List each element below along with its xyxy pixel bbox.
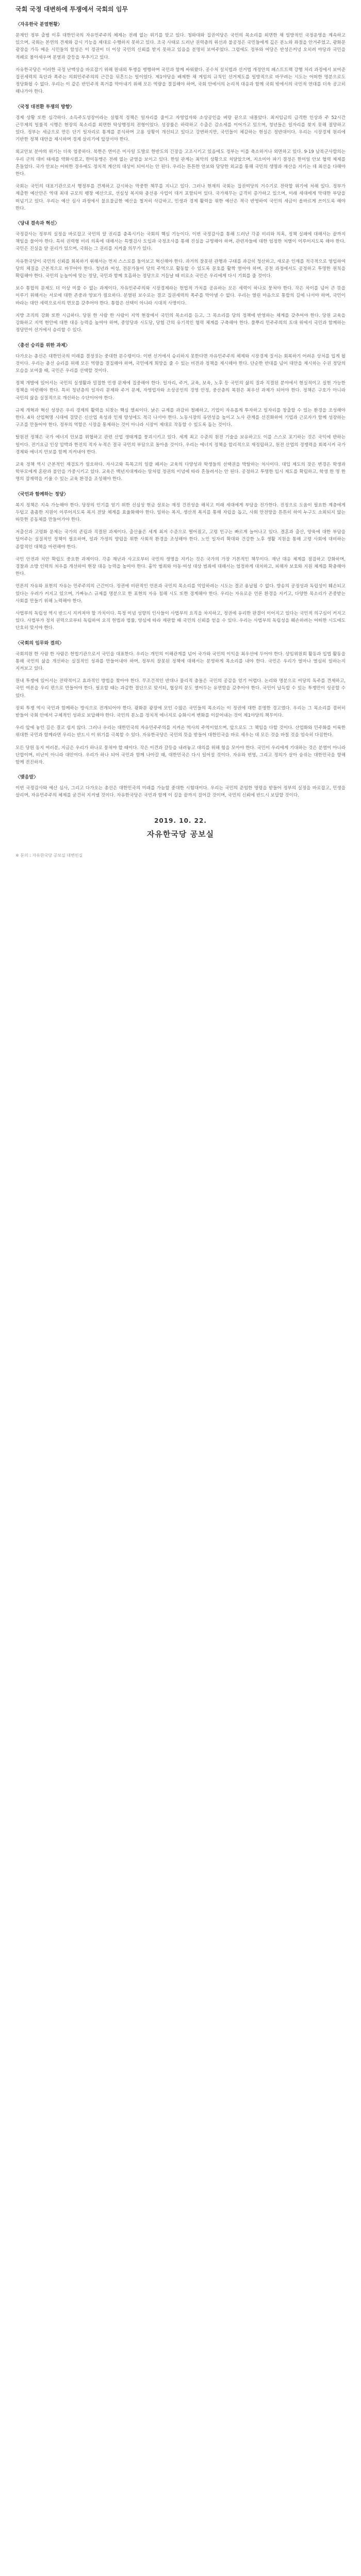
paragraph: 우리 앞에 놓인 길은 결코 쉽지 않다. 그러나 우리는 대한민국의 자유민주주의를 지켜온 역사의 주역이었으며, 앞으로도 그 책임을 다할 것이다. 산업화와 민주화를 이룩한 위대한 국민과 함께라면 우리는 반드시 이 위기를 극복할 수 있다. 자유한국당은 국민의 뜻을 받들어 대한민국을 바로 세우는 데 모든 것을 바칠 것을 엄숙히 다짐한다.: [15, 725, 346, 738]
paragraph: 장외 투쟁 역시 국민과 함께하는 방식으로 전개되어야 한다. 광화문 광장에 모인 수많은 국민들의 목소리는 이 정권에 대한 분명한 경고였다. 우리는 그 목소리를 겸허히 받들어 국회 안에서 구체적인 성과로 보답해야 한다. 국민의 분노를 정치적 에너지로 승화시켜 변화를 이끌어내는 것이 제1야당의 책무이다.: [15, 705, 346, 719]
section-3: [15, 221, 346, 334]
section-2: [15, 104, 346, 212]
paragraph: 원내 투쟁에 있어서는 전략적이고 효과적인 방법을 찾아야 한다. 무조건적인 반대나 물리적 충돌은 국민의 공감을 얻기 어렵다. 논리와 명분으로 여당의 독주를 견제하고, 국민 여론을 우리 편으로 만들어야 한다. 필요할 때는 과감한 결단으로 맞서되, 협상의 문도 열어두는 유연함을 갖추어야 한다. 국민이 납득할 수 있는 투쟁만이 성공할 수 있다.: [15, 679, 346, 699]
paragraph: 모든 당원 동지 여러분, 지금은 우리가 하나로 뭉쳐야 할 때이다. 작은 이견과 갈등을 내려놓고 대의를 위해 힘을 모아야 한다. 국민이 우리에게 기대하는 것은 분열이 아니라 단합이며, 비난이 아니라 대안이다. 우리가 하나 되어 국민과 함께 나아갈 때, 대한민국은 다시 일어설 것이다. 자유와 번영, 그리고 정의가 살아 숨쉬는 대한민국을 향해 함께 전진하자.: [15, 745, 346, 766]
section-6: [15, 640, 346, 767]
paragraph: 자유한국당이 국민의 신뢰를 회복하기 위해서는 먼저 스스로를 돌아보고 혁신해야 한다. 과거의 잘못된 관행과 구태를 과감히 청산하고, 새로운 인재를 적극적으로 영입하여 당의 체질을 근본적으로 바꾸어야 한다. 청년과 여성, 전문가들이 당의 주역으로 활동할 수 있도록 문호를 활짝 열어야 하며, 공천 과정에서도 공정하고 투명한 원칙을 확립해야 한다. 국민의 눈높이에 맞는 정당, 국민과 함께 호흡하는 정당으로 거듭날 때 비로소 국민은 우리에게 다시 기회를 줄 것이다.: [15, 259, 346, 279]
paragraph: 보수 통합의 문제도 더 이상 미룰 수 없는 과제이다. 자유민주주의와 시장경제라는 헌법적 가치를 공유하는 모든 세력이 하나로 뭉쳐야 한다. 작은 차이를 넘어 큰 뜻을 이루기 위해서는 서로에 대한 존중과 양보가 필요하다. 분열된 보수로는 결코 집권세력의 폭주를 막아낼 수 없다. 우리는 열린 마음으로 통합의 길에 나서야 하며, 국민이 바라는 대안 세력으로서의 면모를 갖추어야 한다. 통합은 선택이 아니라 시대적 사명이다.: [15, 286, 346, 306]
issuing-organization: 자유한국당 공보실: [146, 829, 215, 839]
document: [15, 0, 346, 869]
section-heading: 〈자유한국 분열현황〉: [15, 22, 62, 27]
section-heading: 〈총선 승리를 위한 과제〉: [15, 343, 70, 348]
paragraph: 탈원전 정책은 국가 에너지 안보를 위협하고 관련 산업 생태계를 붕괴시키고 있다. 세계 최고 수준의 원전 기술을 보유하고도 이를 스스로 포기하는 것은 국익에 반하는 일이다. 전기요금 인상 압박과 한전의 적자 누적은 결국 국민의 부담으로 돌아올 것이다. 우리는 에너지 정책을 합리적으로 재정립하고, 원전 산업의 경쟁력을 회복시켜 국가 경제와 에너지 안보를 함께 지켜내야 한다.: [15, 435, 346, 455]
paragraph: 복지 정책은 지속 가능해야 한다. 당장의 인기를 얻기 위한 선심성 현금 살포는 재정 건전성을 해치고 미래 세대에게 부담을 전가한다. 진정으로 도움이 필요한 계층에게 두텁고 촘촘한 지원이 이루어지도록 복지 전달 체계를 효율화해야 한다. 일하는 복지, 생산적 복지를 통해 자립을 돕고, 사회 안전망을 튼튼히 하여 누구도 소외되지 않는 따뜻한 공동체를 만들어가야 한다.: [15, 502, 346, 522]
paragraph: 언론의 자유와 표현의 자유는 민주주의의 근간이다. 정권에 비판적인 언론과 국민의 목소리를 억압하려는 시도는 결코 용납될 수 없다. 방송의 공정성과 독립성이 훼손되고 있다는 우려가 커지고 있으며, 가짜뉴스 규제를 명분으로 한 표현의 자유 침해 시도 또한 경계해야 한다. 우리는 자유로운 언론 환경을 지키고, 다양한 목소리가 존중받는 사회를 만들기 위해 노력해야 한다.: [15, 584, 346, 604]
paragraph: 외교안보 분야의 위기는 더욱 엄중하다. 북한은 연이은 미사일 도발로 한반도의 긴장을 고조시키고 있음에도 정부는 이를 축소하거나 외면하고 있다. 9·19 남북군사합의는 우리 군의 대비 태세를 약화시켰고, 한미동맹은 전례 없는 균열을 보이고 있다. 한일 관계는 최악의 상황으로 치달았으며, 지소미아 파기 결정은 한미일 안보 협력 체제를 흔들었다. 국가 안보는 어떠한 경우에도 정치적 계산의 대상이 되어서는 안 된다. 우리는 튼튼한 안보와 당당한 외교를 통해 국민의 생명과 재산을 지키는 데 최선을 다해야 한다.: [15, 149, 346, 177]
section-heading: 〈국정 대전환 투쟁의 방향〉: [15, 104, 75, 110]
section-heading: 〈국민과 함께하는 정당〉: [15, 492, 69, 497]
paragraph: 이번 국정감사와 예산 심사, 그리고 다가오는 총선은 대한민국의 미래를 가늠할 중대한 시험대이다. 우리는 국민의 준엄한 명령을 받들어 정부의 실정을 바로잡고, 민생을 살리며, 자유민주주의 체제를 굳건히 지켜낼 것이다. 자유한국당은 국민과 함께 이 길을 끝까지 걸어갈 것이며, 국민의 신뢰에 반드시 보답할 것이다.: [15, 786, 346, 799]
paragraph: 저출산과 고령화 문제는 국가의 존립과 직결된 과제이다. 출산율은 세계 최저 수준으로 떨어졌고, 고령 인구는 빠르게 늘어나고 있다. 결혼과 출산, 양육에 대한 부담을 덜어주는 실질적인 정책이 필요하며, 일과 가정의 양립을 위한 사회적 환경을 조성해야 한다. 노인 일자리 확대와 건강한 노후 생활 지원을 통해 고령 사회에 대비하는 종합적인 대책을 마련해야 한다.: [15, 530, 346, 550]
paragraph: 정책 개발에 있어서는 국민의 실생활과 밀접한 민생 문제에 집중해야 한다. 일자리, 주거, 교육, 보육, 노후 등 국민의 삶의 질과 직결된 분야에서 현실적이고 실현 가능한 정책을 마련해야 한다. 특히 청년층의 일자리 문제와 주거 문제, 자영업자와 소상공인의 경영 안정, 중산층의 복원은 최우선 과제가 되어야 한다. 정책은 구호가 아니라 국민의 삶을 실질적으로 개선하는 수단이어야 한다.: [15, 381, 346, 401]
paragraph: 자유한국당은 이러한 국정 난맥상을 바로잡기 위해 원내외 투쟁을 병행하며 국민과 함께 싸워왔다. 공수처 설치법과 선거법 개정안의 패스트트랙 강행 처리 과정에서 보여준 집권세력의 독단과 폭주는 의회민주주의의 근간을 뒤흔드는 일이었다. 제1야당을 배제한 채 게임의 규칙인 선거제도를 일방적으로 바꾸려는 시도는 어떠한 명분으로도 정당화될 수 없다. 우리는 이 같은 반민주적 폭거를 막아내기 위해 모든 역량을 결집해야 하며, 국회 안에서의 논리적 대응과 함께 국회 밖에서의 국민적 연대를 더욱 공고히 해나가야 한다.: [15, 67, 346, 95]
section-7: [15, 774, 346, 799]
paragraph: 문재인 정부 출범 이후 대한민국의 자유민주주의 체제는 전례 없는 위기를 맞고 있다. 청와대와 집권여당은 국민의 목소리를 외면한 채 일방적인 국정운영을 계속하고 있으며, 국회는 본연의 견제와 감시 기능을 제대로 수행하지 못하고 있다. 조국 사태로 드러난 권력층의 위선과 불공정은 국민들에게 깊은 분노와 좌절을 안겨주었고, 광화문 광장을 가득 메운 시민들의 함성은 이 정권이 더 이상 국민의 신뢰를 받지 못하고 있음을 분명히 보여주었다. 그럼에도 정부와 여당은 반성은커녕 오히려 야당과 국민을 적폐로 몰아세우며 분열과 갈등을 부추기고 있다.: [15, 33, 346, 60]
paragraph: 사법부의 독립성 역시 반드시 지켜져야 할 가치이다. 특정 이념 성향의 인사들이 사법부의 요직을 차지하고, 정권에 유리한 판결이 이어지고 있다는 국민적 의구심이 커지고 있다. 사법부가 정치 권력으로부터 독립하여 오직 헌법과 법률, 양심에 따라 재판할 때 국민의 신뢰를 얻을 수 있다. 우리는 사법부의 독립성을 훼손하려는 어떠한 시도에도 단호히 맞서야 한다.: [15, 611, 346, 631]
paragraph: 규제 개혁과 혁신 성장은 우리 경제의 활력을 되찾는 핵심 열쇠이다. 낡은 규제를 과감히 철폐하고, 기업이 자유롭게 투자하고 일자리를 창출할 수 있는 환경을 조성해야 한다. 4차 산업혁명 시대에 걸맞은 신산업 육성과 인재 양성에도 적극 나서야 한다. 노동시장의 유연성을 높이고 노사 관계를 선진화하여 기업과 근로자가 함께 성장하는 구조를 만들어야 한다. 정부의 역할은 시장을 통제하는 것이 아니라 시장이 제대로 작동할 수 있도록 돕는 것이다.: [15, 408, 346, 428]
section-heading: 〈맺음말〉: [15, 775, 39, 781]
section-4: [15, 343, 346, 483]
paragraph: 국회는 국민의 대표기관으로서 행정부를 견제하고 감시하는 막중한 책무를 지니고 있다. 그러나 현재의 국회는 집권여당의 거수기로 전락할 위기에 처해 있다. 정부가 제출한 예산안은 역대 최대 규모의 팽창 예산으로, 선심성 복지와 총선용 사업이 대거 포함되어 있다. 국가채무는 급격히 증가하고 있으며, 미래 세대에게 막대한 부담을 떠넘기고 있다. 우리는 예산 심사 과정에서 불요불급한 예산을 철저히 삭감하고, 민생과 경제 활력을 위한 예산은 적극 반영하여 국민의 세금이 올바르게 쓰이도록 해야 한다.: [15, 184, 346, 211]
section-heading: 〈당내 결속과 혁신〉: [15, 221, 60, 227]
document-title: 국회 국정 대변하에 투쟁에서 국회의 임무: [15, 6, 128, 13]
paragraph: 다가오는 총선은 대한민국의 미래를 결정짓는 중대한 분수령이다. 이번 선거에서 승리하지 못한다면 자유민주주의 체제와 시장경제 질서는 회복하기 어려운 상처를 입게 될 것이다. 우리는 총선 승리를 위해 모든 역량을 결집해야 하며, 국민에게 희망을 줄 수 있는 비전과 정책을 제시해야 한다. 단순한 반대를 넘어 대안을 제시하는 수권 정당의 모습을 보여줄 때, 국민은 우리를 선택할 것이다.: [15, 353, 346, 374]
release-date: 2019. 10. 22.: [154, 817, 207, 824]
section-1: [15, 22, 346, 96]
paragraph: 국민 안전과 치안 확립도 중요한 과제이다. 각종 재난과 사고로부터 국민의 생명을 지키는 것은 국가의 가장 기본적인 책무이다. 재난 대응 체계를 점검하고 강화하며, 경찰과 소방 인력의 처우를 개선하여 현장 대응 능력을 높여야 한다. 흉악 범죄와 아동·여성 대상 범죄에 대해서는 엄정하게 대처하고, 피해자 보호와 지원 체계를 확충해야 한다.: [15, 556, 346, 577]
paragraph: 경제 상황 또한 심각하다. 소득주도성장이라는 실험적 정책은 일자리를 줄이고 자영업자와 소상공인을 벼랑 끝으로 내몰았다. 최저임금의 급격한 인상과 주 52시간 근무제의 일률적 시행은 현장의 목소리를 외면한 탁상행정의 전형이었다. 성장률은 하락하고 수출은 감소세를 이어가고 있으며, 청년들은 일자리를 찾지 못해 절망하고 있다. 정부는 세금으로 만든 단기 일자리로 통계를 분식하며 고용 상황이 개선되고 있다고 강변하지만, 국민들이 체감하는 현실은 정반대이다. 우리는 시장경제 원리에 기반한 정책 대안을 제시하며 경제 살리기에 앞장서야 한다.: [15, 115, 346, 143]
paragraph: 국회의원 한 사람 한 사람은 헌법기관으로서 국민을 대표한다. 우리는 개인의 이해관계를 넘어 국가와 국민의 이익을 최우선에 두어야 한다. 상임위원회 활동과 입법 활동을 통해 국민의 삶을 개선하는 실질적인 성과를 만들어내야 하며, 정부의 잘못된 정책에 대해서는 분명하게 목소리를 내야 한다. 국민은 우리가 얼마나 열심히 일하는지 지켜보고 있다.: [15, 651, 346, 671]
document-footer: [15, 817, 346, 839]
paragraph: 지방 조직의 강화 또한 시급하다. 당원 한 사람 한 사람이 지역 현장에서 국민의 목소리를 듣고, 그 목소리를 당의 정책에 반영하는 체계를 갖추어야 한다. 당원 교육을 강화하고 지역 현안에 대한 대응 능력을 높여야 하며, 중앙당과 시도당, 당협 간의 유기적인 협력 체계를 구축해야 한다. 풀뿌리 민주주의의 토대 위에서 국민과 함께하는 정당만이 선거에서 승리할 수 있다.: [15, 313, 346, 333]
paragraph: 교육 정책 역시 근본적인 재검토가 필요하다. 자사고와 특목고의 일괄 폐지는 교육의 다양성과 학생들의 선택권을 박탈하는 처사이다. 대입 제도의 잦은 변경은 학생과 학부모에게 혼란과 불안을 가중시키고 있다. 교육은 백년지대계라는 말처럼 정권의 이념에 따라 흔들려서는 안 된다. 공정하고 투명한 입시 제도를 확립하고, 학생 한 명 한 명의 잠재력을 키울 수 있는 교육 환경을 조성해야 한다.: [15, 462, 346, 482]
paragraph: 국정감사는 정부의 실정을 바로잡고 국민의 알 권리를 충족시키는 국회의 핵심 기능이다. 이번 국정감사를 통해 드러난 각종 비리와 의혹, 정책 실패에 대해서는 끝까지 책임을 물어야 한다. 특히 권력형 비리 의혹에 대해서는 특별검사 도입과 국정조사를 통해 진실을 규명해야 하며, 관련자들에 대한 엄정한 처벌이 이루어지도록 해야 한다. 국민은 진실을 알 권리가 있으며, 국회는 그 권리를 지켜줄 의무가 있다.: [15, 232, 346, 252]
section-5: [15, 492, 346, 632]
footnote: ※ 문의 : 자유한국당 공보실 대변인실: [15, 853, 83, 858]
section-heading: 〈국회의 임무와 결의〉: [15, 640, 64, 646]
